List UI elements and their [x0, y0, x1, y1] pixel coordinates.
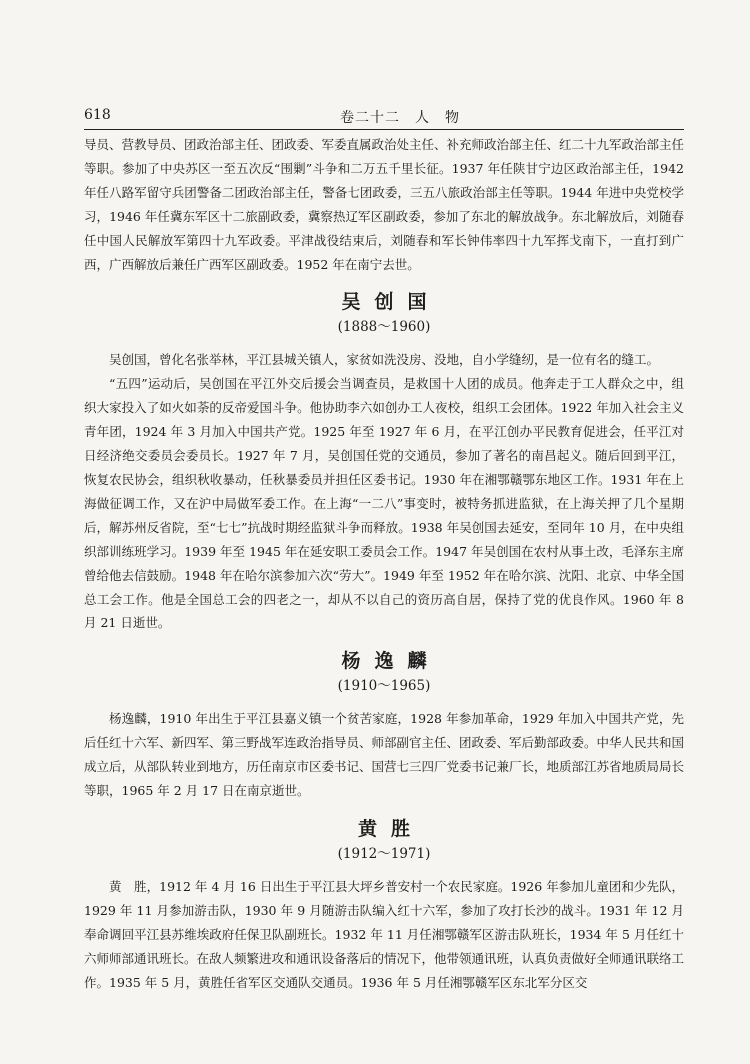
page-header: [84, 107, 684, 127]
biography-yang-yilin: [84, 647, 684, 803]
bio-name: 杨逸麟: [341, 650, 441, 673]
intro-paragraph: 导员、营教导员、团政治部主任、团政委、军委直属政治处主任、补充师政治部主任、红二十九军政治部主任等职。参加了中央苏区一至五次反“围剿”斗争和二万五千里长征。1937 年任陕甘宁边区政治部主任，1942 年任八路军留守兵团警备二团政治部主任，警备七团政委，三五八旅政治部主任等职。1944 年进中央党校学习，1946 年任冀东军区十二旅副政委，冀察热辽军区副政委，参加了东北的解放战争。东北解放后，刘随春任中国人民解放军第四十九军政委。平津战役结束后，刘随春和军长钟伟率四十九军挥戈南下，一直打到广西，广西解放后兼任广西军区副政委。1952 年在南宁去世。: [84, 137, 685, 272]
header-rule: [84, 129, 684, 130]
bio-dates: (1910～1965): [337, 678, 431, 695]
bio-paragraph: “五四”运动后，吴创国在平江外交后援会当调查员，是救国十人团的成员。他奔走于工人群众之中，组织大家投入了如火如荼的反帝爱国斗争。他协助李六如创办工人夜校，组织工会团体。1922 年加入社会主义青年团，1924 年 3 月加入中国共产党。1925 年至 1927 年 6 月，在平江创办平民教育促进会，任平江对日经济绝交委员会委员长。1927 年 7 月，吴创国任党的交通员，参加了著名的南昌起义。随后回到平江，恢复农民协会，组织秋收暴动，任秋暴委员并担任区委书记。1930 年在湘鄂赣鄂东地区工作。1931 年在上海做征调工作，又在沪中局做军委工作。在上海“一二八”事变时，被特务抓进监狱，在上海关押了几个星期后，解苏州反省院，至“七七”抗战时期经监狱斗争而释放。1938 年吴创国去延安，至同年 10 月，在中央组织部训练班学习。1939 年至 1945 年在延安职工委员会工作。1947 年吴创国在农村从事土改，毛泽东主席曾给他去信鼓励。1948 年在哈尔滨参加六次“劳大”。1949 年至 1952 年在哈尔滨、沈阳、北京、中华全国总工会工作。他是全国总工会的四老之一，却从不以自己的资历高自居，保持了党的优良作风。1960 年 8 月 21 日逝世。: [84, 376, 684, 631]
bio-paragraph: 吴创国，曾化名张举林，平江县城关镇人，家贫如洗没房、没地，自小学缝纫，是一位有名的缝工。: [109, 352, 660, 368]
bio-paragraph: 黄 胜，1912 年 4 月 16 日出生于平江县大坪乡普安村一个农民家庭。1926 年参加儿童团和少先队，1929 年 11 月参加游击队，1930 年 9 月随游击队编入红十六军，参加了攻打长沙的战斗。1931 年 12 月奉命调回平江县苏维埃政府任保卫队副班长。1932 年 11 月任湘鄂赣军区游击队班长，1934 年 5 月任红十六师师部通讯班长。在敌人频繁进攻和通讯设备落后的情况下，他带领通讯班，认真负责做好全师通讯联络工作。1935 年 5 月，黄胜任省军区交通队交通员。1936 年 5 月任湘鄂赣军区东北军分区交: [84, 878, 685, 990]
page-content: [84, 133, 684, 994]
running-title: 卷二十二 人 物: [340, 110, 460, 126]
biography-huang-sheng: [84, 815, 684, 995]
bio-paragraph: 杨逸麟，1910 年出生于平江县嘉义镇一个贫苦家庭，1928 年参加革命，1929 年加入中国共产党，先后任红十六军、新四军、第三野战军连政治指导员、师部副官主任、团政委、军后勤部政委。中华人民共和国成立后，从部队转业到地方，历任南京市区委书记、国营七三四厂党委书记兼厂长，地质部江苏省地质局局长等职，1965 年 2 月 17 日在南京逝世。: [84, 711, 685, 799]
bio-dates: (1912～1971): [337, 845, 431, 862]
bio-name: 黄胜: [357, 817, 424, 840]
biography-wu-chuangguo: [84, 288, 684, 635]
page-number: 618: [84, 107, 111, 123]
bio-name: 吴创国: [341, 291, 441, 314]
bio-dates: (1888～1960): [337, 319, 431, 336]
